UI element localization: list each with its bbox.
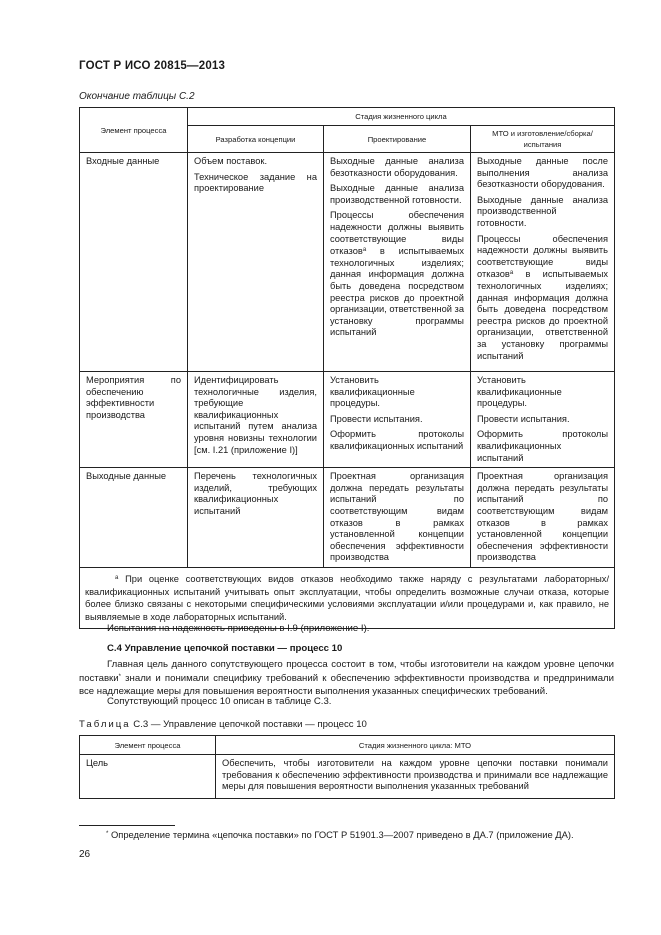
page-footnote: * Определение термина «цепочка поставки» по ГОСТ Р 51901.3—2007 приведено в ДА.7 (приложение ДА). [106,829,574,840]
main-paragraph: Главная цель данного сопутствующего процесса состоит в том, чтобы изготовители на каждом уровне цепочки поставки* знали и понимали специфику требований к обеспечению эффективности производства и предпринимали все надлежащие меры для повышения вероятности выполнения указанных специфических требований. [79,659,614,697]
row-engineering: Установить квалификационные процедуры. Провести испытания. Оформить протоколы квалификационных испытаний [324,372,471,468]
row-engineering: Выходные данные анализа безотказности оборудования. Выходные данные анализа производственной готовности. Процессы обеспечения надежности должны выявить соответствующие виды отказов$^а$ в испытываемых технологичных изделиях; данная информация должна быть доведена посредством реестра рисков до проектной организации, ответственной за установку программы испытаний [324,153,471,372]
header-stage: Стадия жизненного цикла: МТО [216,736,615,755]
row-manufacturing: Выходные данные после выполнения анализа безотказности оборудования. Выходные данные анализа производственной готовности. Процессы обеспечения надежности должны выявить соответствующие виды отказов$^а$ в испытываемых технологичных изделиях; данная информация должна быть доведена посредством реестра рисков до проектной организации, ответственной за установку программы испытаний [471,153,615,372]
row-element: Выходные данные [80,468,188,568]
header-element: Элемент процесса [80,108,188,153]
footnote-marker: а [509,270,514,277]
tests-reference: Испытания на надежность приведены в I.9 (приложение I). [107,623,370,634]
table-caption-end: Окончание таблицы С.2 [79,91,195,102]
table-row [80,468,615,568]
row-stage: Обеспечить, чтобы изготовители на каждом уровне цепочки поставки понимали требования к обеспечению эффективности производства и принимали все надлежащие меры для повышения вероятности выполнения указанных требований [216,755,615,799]
row-element: Входные данные [80,153,188,372]
header-stage: Стадия жизненного цикла [188,108,615,126]
header-design: Разработка концепции [188,126,324,153]
row-engineering: Проектная организация должна передать результаты испытаний по соответствующим видам отказов в рамках установленной концепции обеспечения эффективности производства [324,468,471,568]
row-design: Объем поставок. Техническое задание на проектирование [188,153,324,372]
row-manufacturing: Проектная организация должна передать результаты испытаний по соответствующим видам отказов в рамках установленной концепции обеспечения эффективности производства [471,468,615,568]
footnote-divider [79,825,175,826]
standard-header: ГОСТ Р ИСО 20815—2013 [79,60,226,72]
row-design: Идентифицировать технологичные изделия, требующие квалификационных испытаний путем анализа уровня новизны технологии [см. I.21 (приложение I)] [188,372,324,468]
row-element: Мероприятия по обеспечению эффективности производства [80,372,188,468]
table-row [80,153,615,372]
section-title: С.4 Управление цепочкой поставки — процесс 10 [107,643,343,654]
table-row [80,755,615,799]
footnote-marker: а [115,574,119,581]
table-c3 [79,735,615,799]
described-paragraph: Сопутствующий процесс 10 описан в таблице С.3. [107,696,332,707]
row-design: Перечень технологичных изделий, требующих квалификационных испытаний [188,468,324,568]
row-manufacturing: Установить квалификационные процедуры. Провести испытания. Оформить протоколы квалификационных испытаний [471,372,615,468]
table-c2 [79,107,615,629]
table-row [80,372,615,468]
footnote-marker: а [362,247,367,254]
table-c3-caption: Таблица С.3 — Управление цепочкой поставки — процесс 10 [79,719,367,730]
table-footnote: $^а$ При оценке соответствующих видов отказов необходимо также наряду с результатами лабораторных/квалификационных испытаний учитывать опыт эксплуатации, чтобы определить возможные случаи отказа, которые более близко связаны с некоторыми специфическими условиями эксплуатации и/или процедурами и, как правило, не выявляемые в ходе лабораторных испытаний. [80,567,615,628]
row-element: Цель [80,755,216,799]
header-element: Элемент процесса [80,736,216,755]
table-footnote-row [80,567,615,628]
header-manufacturing: МТО и изготовление/сборка/испытания [471,126,615,153]
header-engineering: Проектирование [324,126,471,153]
page-number: 26 [79,849,91,860]
